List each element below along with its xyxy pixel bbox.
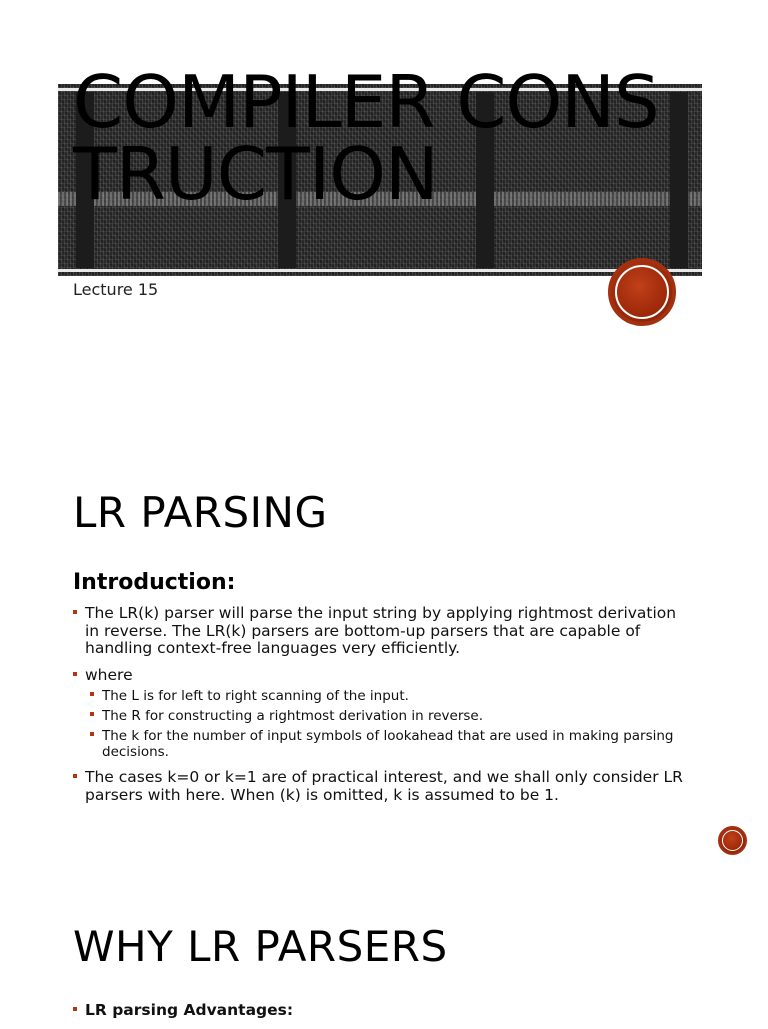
lecture-subtitle: Lecture 15 xyxy=(73,280,159,299)
lr-parsing-bullet-list xyxy=(73,605,693,813)
bullet-item: LR parsing Advantages: xyxy=(73,1002,693,1020)
bullet-item-text: where xyxy=(85,665,133,684)
sub-bullet-list xyxy=(85,688,693,760)
decorative-circle-badge xyxy=(608,258,676,326)
bullet-item xyxy=(73,667,693,761)
introduction-heading: Introduction: xyxy=(73,570,236,595)
sub-bullet-item: The k for the number of input symbols of lookahead that are used in making parsing decisions. xyxy=(85,728,693,760)
sub-bullet-item: The L is for left to right scanning of the input. xyxy=(85,688,693,704)
why-lr-bullet-list xyxy=(73,1002,693,1029)
bullet-item: The cases k=0 or k=1 are of practical interest, and we shall only consider LR parsers with here. When (k) is omitted, k is assumed to be 1. xyxy=(73,769,693,804)
slide-heading-why-lr-parsers: WHY LR PARSERS xyxy=(73,922,448,971)
slide-heading-lr-parsing: LR PARSING xyxy=(73,488,328,537)
deck-title: COMPILER CONSTRUCTION xyxy=(73,60,659,216)
bullet-item: The LR(k) parser will parse the input string by applying rightmost derivation in reverse. The LR(k) parsers are bottom-up parsers that are capable of handling context-free languages very efficiently. xyxy=(73,605,693,658)
decorative-circle-badge-small xyxy=(718,826,747,855)
sub-bullet-item: The R for constructing a rightmost derivation in reverse. xyxy=(85,708,693,724)
